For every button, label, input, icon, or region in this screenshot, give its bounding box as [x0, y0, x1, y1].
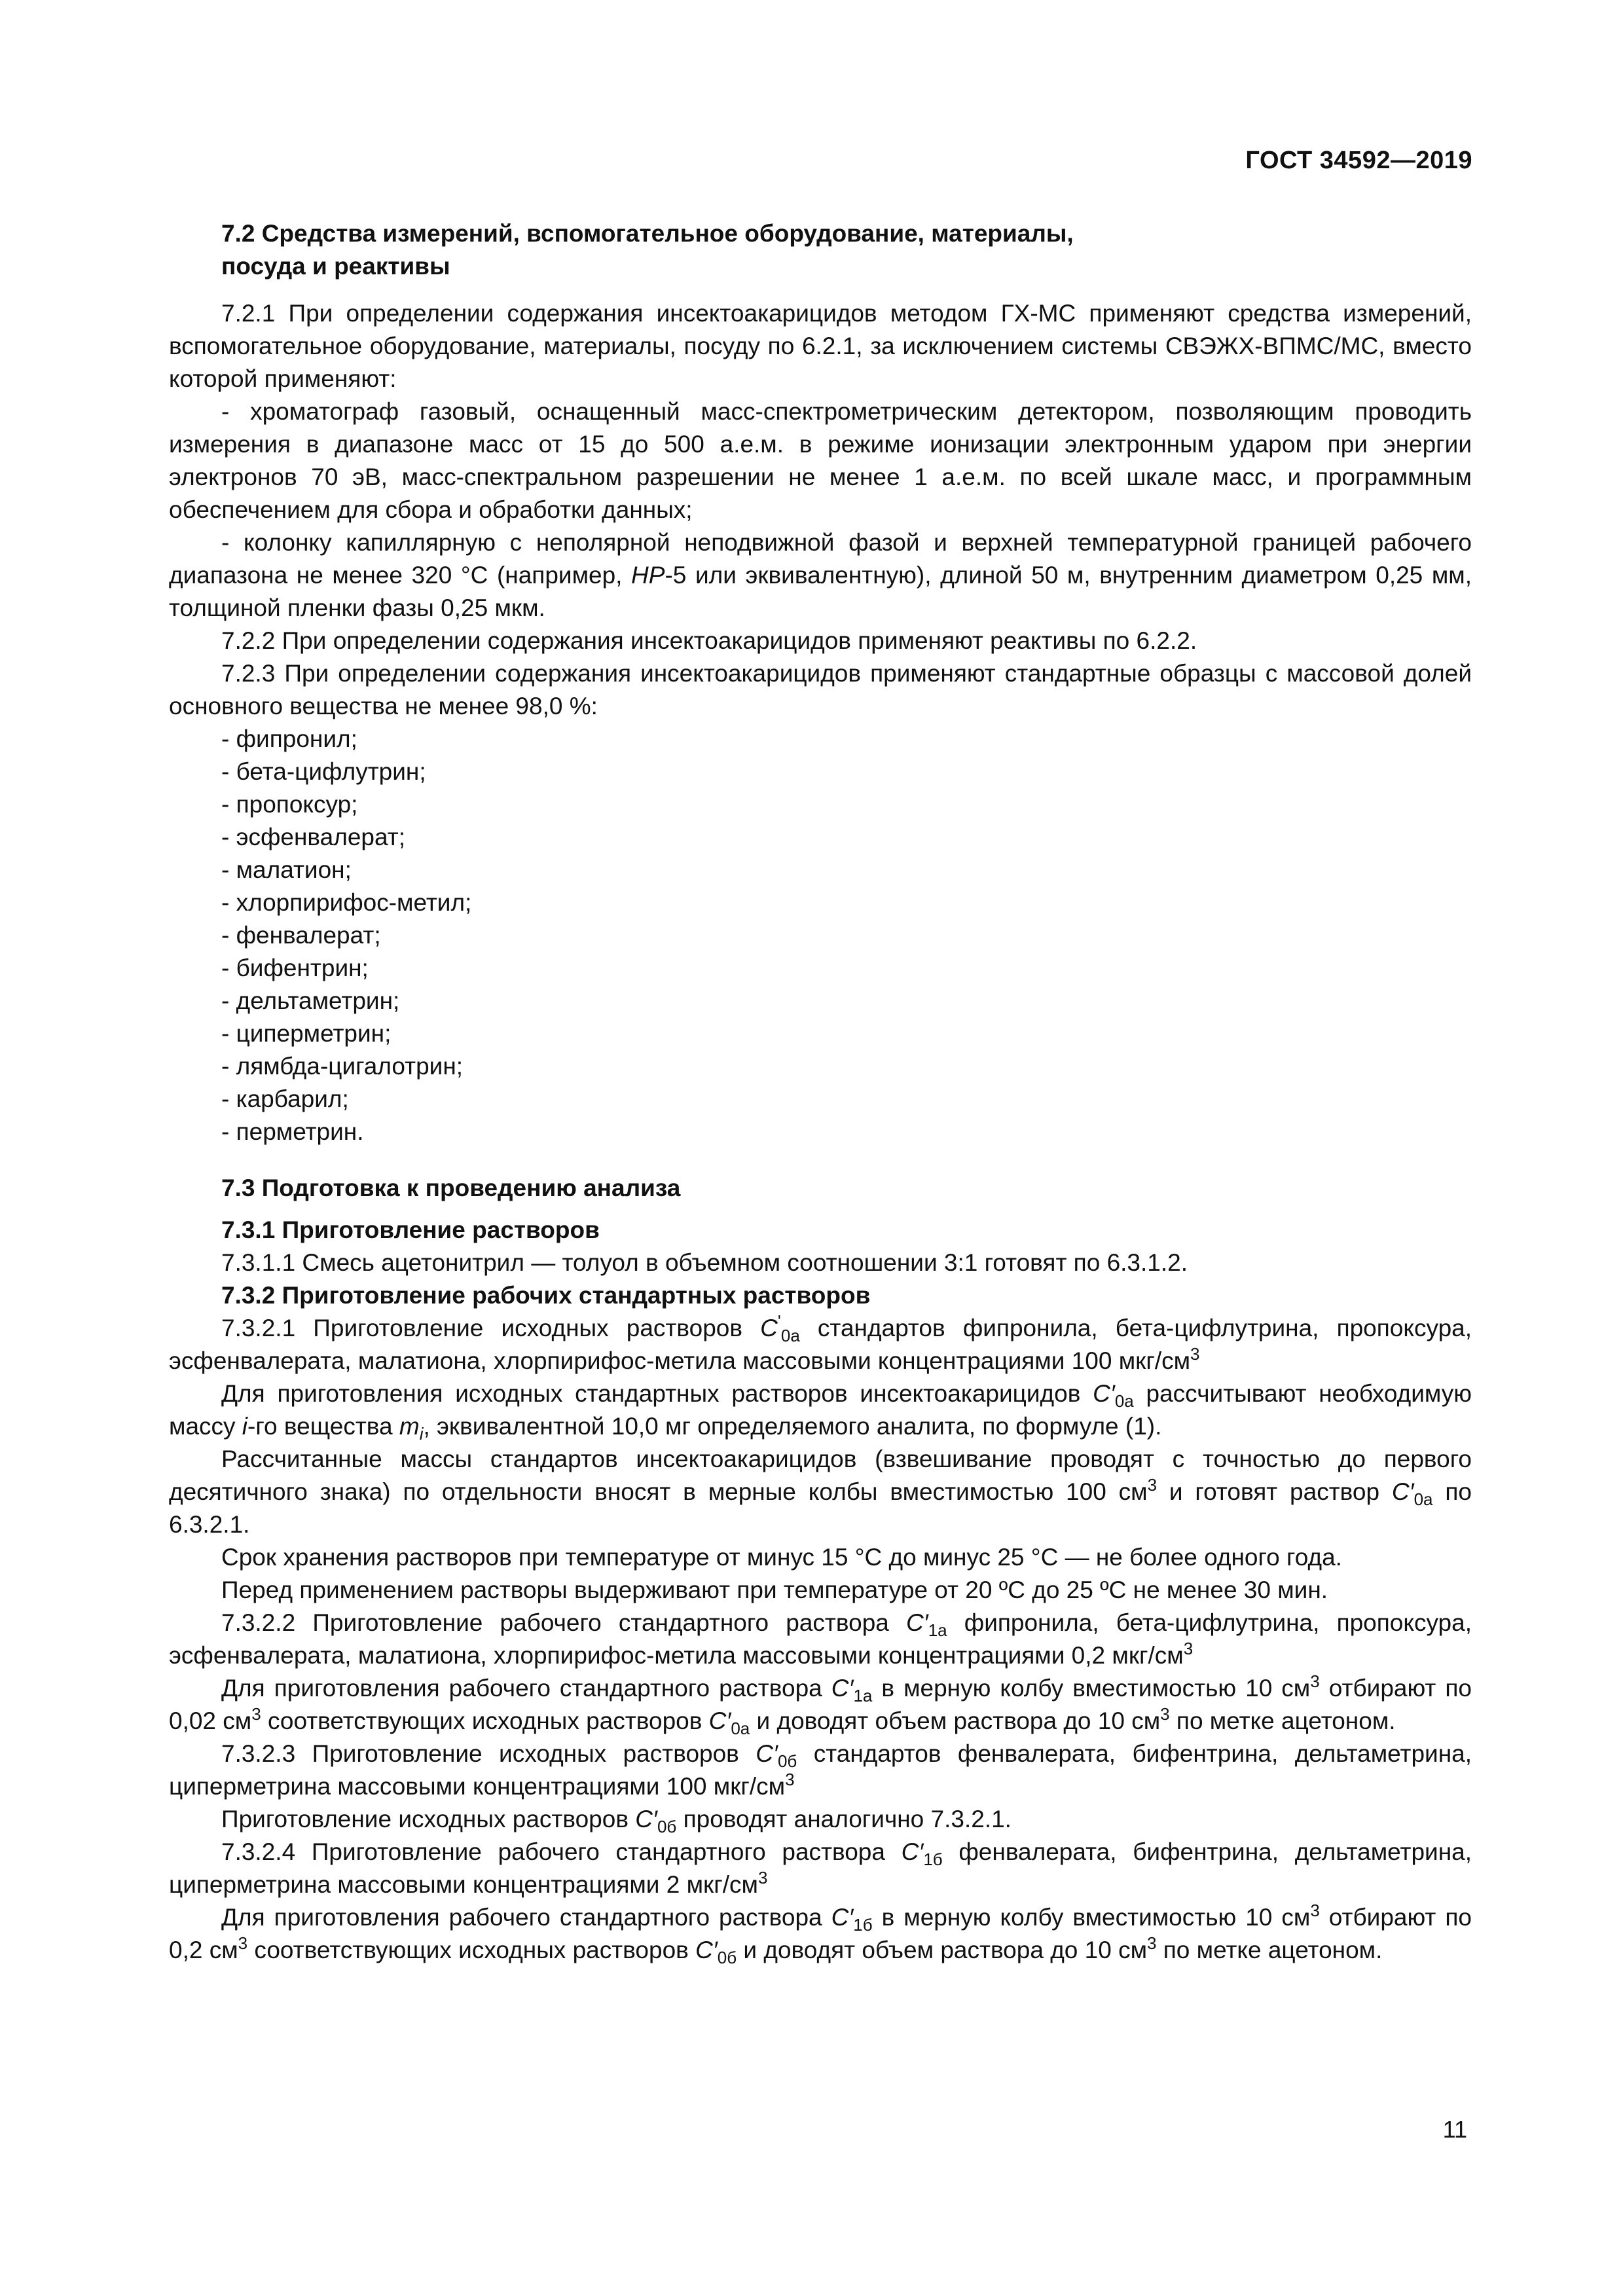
subscript: 0б [717, 1948, 737, 1967]
text-run: отбирают по 0,02 см [169, 1675, 1472, 1734]
paragraph-7-3-2-4 [169, 1836, 1472, 1901]
substance-item: - фенвалерат; [221, 922, 381, 949]
text-run: по метке ацетоном. [1156, 1937, 1383, 1963]
substance-item: - пропоксур; [221, 791, 358, 818]
text-run: в мерную колбу вместимостью 10 см [872, 1675, 1311, 1702]
symbol-c: C′ [831, 1904, 854, 1931]
subscript: 1а [853, 1686, 873, 1705]
subscript: 0а [1413, 1489, 1433, 1509]
paragraph-prep-1a [169, 1672, 1472, 1738]
paragraph-7-3-2-1 [169, 1312, 1472, 1377]
substance-item: - карбарил; [221, 1085, 349, 1112]
paragraph-7-2-1: 7.2.1 При определении содержания инсектоакарицидов методом ГХ-МС применяют средства измерений, вспомогательное оборудование, материалы, посуду по 6.2.1, за исключением системы СВЭЖХ-ВПМС/МС, вместо которой применяют: [169, 300, 1472, 392]
subscript: 0а [731, 1719, 750, 1738]
item-column-text-b: -5 или эквивалентную), длиной 50 м, внутренним диаметром 0,25 мм, толщиной пленки фазы 0,25 мкм. [169, 562, 1472, 621]
superscript: 3 [785, 1770, 795, 1789]
page-number: 11 [1442, 2116, 1467, 2143]
text-run: Для приготовления рабочего стандартного раствора [221, 1675, 831, 1702]
text-run: 7.3.2.3 Приготовление исходных растворов [221, 1740, 756, 1767]
superscript: 3 [1147, 1475, 1158, 1495]
text-run: фенвалерата, бифентрина, дельтаметрина, циперметрина массовыми концентрациями 2 мкг/см [169, 1838, 1472, 1898]
superscript: 3 [1190, 1344, 1200, 1364]
symbol-c: C′ [695, 1937, 718, 1963]
superscript: 3 [757, 1868, 768, 1887]
text-run: стандартов фипронила, бета-цифлутрина, пропоксура, эсфенвалерата, малатиона, хлорпирифос-метила массовыми концентрациями 100 мкг/см [169, 1315, 1472, 1374]
text-run: рассчитывают необходимую массу [169, 1380, 1472, 1440]
item-capillary-column [169, 526, 1472, 625]
text-run: стандартов фенвалерата, бифентрина, дельтаметрина, циперметрина массовыми концентрациями 100 мкг/см [169, 1740, 1472, 1800]
symbol-c: C′ [1093, 1380, 1115, 1407]
text-run: по 6.3.2.1. [169, 1478, 1472, 1538]
subscript: 0а [780, 1326, 800, 1345]
document-body [169, 217, 1472, 1967]
superscript: 3 [1183, 1639, 1194, 1658]
substance-item: - циперметрин; [221, 1020, 392, 1047]
paragraph-mass-calculation [169, 1377, 1472, 1443]
subscript: 0а [1114, 1391, 1134, 1411]
paragraph-7-3-2-2 [169, 1607, 1472, 1672]
superscript: 3 [1310, 1671, 1320, 1691]
substance-item: - эсфенвалерат; [221, 824, 405, 850]
text-run: и доводят объем раствора до 10 см [750, 1707, 1161, 1734]
subscript: 1б [923, 1850, 943, 1869]
section-7-3-title: 7.3 Подготовка к проведению анализа [221, 1175, 681, 1201]
symbol-c: C′ [635, 1806, 657, 1832]
paragraph-7-3-2-3 [169, 1738, 1472, 1803]
item-column-hp: HP [631, 562, 665, 589]
substance-item: - бифентрин; [221, 955, 369, 981]
text-run: соответствующих исходных растворов [247, 1937, 696, 1963]
substance-item: - дельтаметрин; [221, 987, 400, 1014]
symbol-c: C [760, 1315, 778, 1341]
paragraph-storage-period: Срок хранения растворов при температуре от минус 15 °С до минус 25 °С — не более одного года. [221, 1544, 1342, 1571]
text-run: по метке ацетоном. [1169, 1707, 1396, 1734]
superscript: 3 [1160, 1704, 1170, 1724]
subsection-7-3-2-title: 7.3.2 Приготовление рабочих стандартных растворов [221, 1282, 871, 1309]
paragraph-7-3-1-1: 7.3.1.1 Смесь ацетонитрил — толуол в объемном соотношении 3:1 готовят по 6.3.1.2. [221, 1249, 1188, 1276]
paragraph-weighed-standards [169, 1443, 1472, 1541]
superscript: 3 [1147, 1933, 1157, 1953]
section-7-2-title-line1: 7.2 Средства измерений, вспомогательное оборудование, материалы, [221, 220, 1074, 247]
text-run: проводят аналогично 7.3.2.1. [676, 1806, 1012, 1832]
text-run: в мерную колбу вместимостью 10 см [872, 1904, 1311, 1931]
substance-item: - лямбда-цигалотрин; [221, 1053, 464, 1080]
text-run: 7.3.2.4 Приготовление рабочего стандартного раствора [221, 1838, 902, 1865]
subsection-7-3-1-title: 7.3.1 Приготовление растворов [221, 1216, 600, 1243]
substance-list [169, 723, 1472, 1148]
text-run: Для приготовления исходных стандартных растворов инсектоакарицидов [221, 1380, 1093, 1407]
paragraph-7-2-3: 7.2.3 При определении содержания инсектоакарицидов применяют стандартные образцы с массовой долей основного вещества не менее 98,0 %: [169, 660, 1472, 720]
section-7-2-title-line2: посуда и реактивы [221, 253, 450, 280]
prime-mark: ' [777, 1311, 781, 1331]
text-run: отбирают по 0,2 см [169, 1904, 1472, 1963]
substance-item: - фипронил; [221, 725, 357, 752]
item-column-text-a: - колонку капиллярную с неполярной неподвижной фазой и верхней температурной границей рабочего диапазона не менее 320 °С (например, [169, 529, 1472, 589]
text-run: и готовят раствор [1157, 1478, 1392, 1505]
subscript: 1б [853, 1915, 873, 1935]
symbol-c: C′ [831, 1675, 854, 1702]
text-run: и доводят объем раствора до 10 см [737, 1937, 1148, 1963]
symbol-c: C′ [708, 1707, 731, 1734]
text-run: Для приготовления рабочего стандартного раствора [221, 1904, 831, 1931]
superscript: 3 [251, 1704, 261, 1724]
text-run: -го вещества [247, 1413, 399, 1440]
text-run: , эквивалентной 10,0 мг определяемого аналита, по формуле (1). [423, 1413, 1162, 1440]
subscript: 1а [928, 1620, 947, 1640]
section-7-2-title [221, 217, 1472, 283]
superscript: 3 [238, 1933, 248, 1953]
subscript: 0б [657, 1817, 677, 1836]
item-chromatograph: - хроматограф газовый, оснащенный масс-спектрометрическим детектором, позволяющим проводить измерения в диапазоне масс от 15 до 500 а.е.м. в режиме ионизации электронным ударом при энергии электронов 70 эВ, масс-спектральном разрешении не менее 1 а.е.м. по всей шкале масс, и программным обеспечением для сбора и обработки данных; [169, 398, 1472, 523]
text-run: Приготовление исходных растворов [221, 1806, 636, 1832]
subscript: i [419, 1424, 424, 1444]
symbol-i: i [242, 1413, 248, 1440]
subscript: 0б [777, 1751, 797, 1771]
text-run: 7.3.2.1 Приготовление исходных растворов [221, 1315, 761, 1341]
symbol-c: C′ [906, 1609, 928, 1636]
symbol-c: C′ [901, 1838, 924, 1865]
text-run: 7.3.2.2 Приготовление рабочего стандартного раствора [221, 1609, 907, 1636]
text-run: фипронила, бета-цифлутрина, пропоксура, эсфенвалерата, малатиона, хлорпирифос-метила массовыми концентрациями 0,2 мкг/см [169, 1609, 1472, 1669]
paragraph-before-use: Перед применением растворы выдерживают при температуре от 20 ºС до 25 ºС не менее 30 мин. [221, 1576, 1328, 1603]
substance-item: - перметрин. [221, 1118, 364, 1145]
paragraph-prep-1b [169, 1901, 1472, 1967]
symbol-c: C′ [1391, 1478, 1414, 1505]
document-code-header: ГОСТ 34592—2019 [1245, 147, 1472, 174]
superscript: 3 [1310, 1901, 1320, 1920]
substance-item: - бета-цифлутрин; [221, 758, 426, 785]
text-run: Рассчитанные массы стандартов инсектоакарицидов (взвешивание проводят с точностью до первого десятичного знака) по отдельности вносят в мерные колбы вместимостью 100 см [169, 1446, 1472, 1505]
substance-item: - малатион; [221, 856, 352, 883]
symbol-m: m [399, 1413, 420, 1440]
paragraph-prep-0b [169, 1803, 1472, 1836]
text-run: соответствующих исходных растворов [261, 1707, 709, 1734]
symbol-c: C′ [756, 1740, 778, 1767]
paragraph-7-2-2: 7.2.2 При определении содержания инсектоакарицидов применяют реактивы по 6.2.2. [221, 627, 1197, 654]
substance-item: - хлорпирифос-метил; [221, 889, 472, 916]
